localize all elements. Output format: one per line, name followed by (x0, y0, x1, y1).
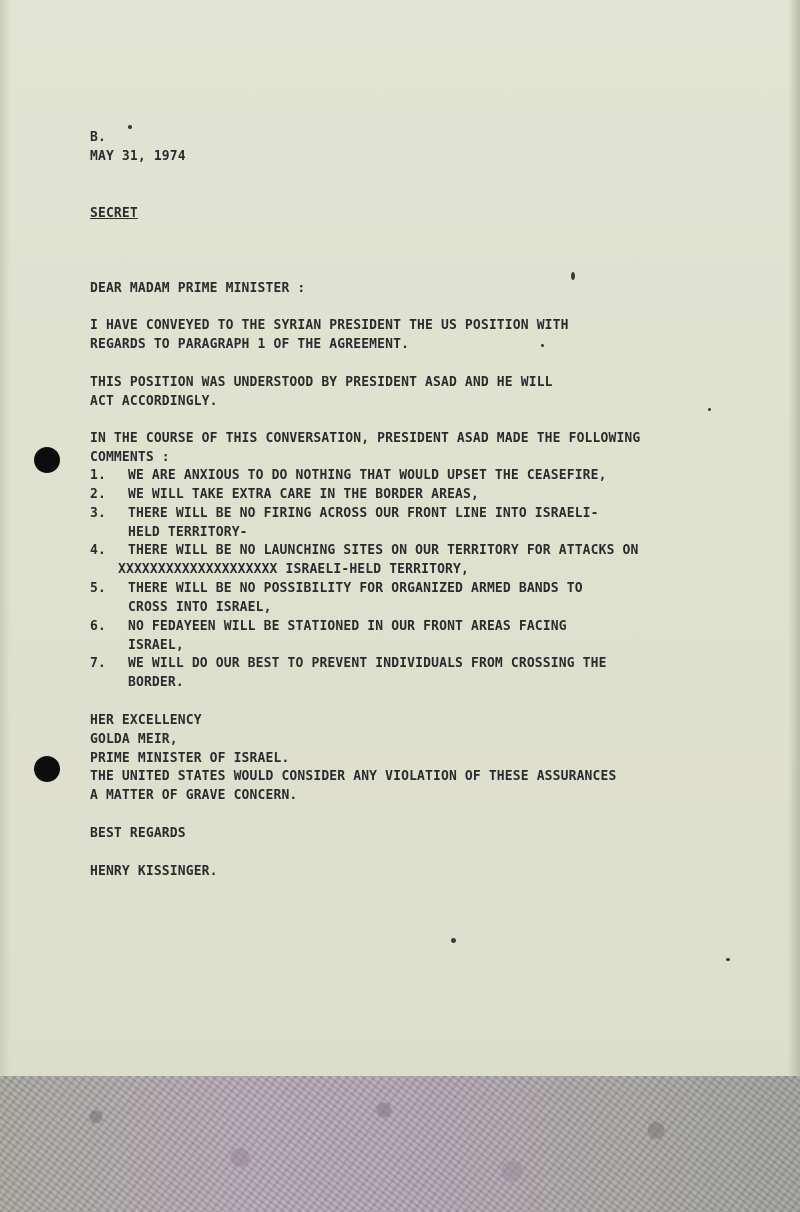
comment-number: 2. (90, 487, 106, 502)
comment-number: 5. (90, 581, 106, 596)
closing-paragraph-line-1: THE UNITED STATES WOULD CONSIDER ANY VIOLATION OF THESE ASSURANCES (90, 769, 617, 784)
punch-hole-bottom (34, 756, 60, 782)
paragraph-1-line-2: REGARDS TO PARAGRAPH 1 OF THE AGREEMENT. (90, 337, 410, 352)
paper-edge-left (0, 0, 10, 1212)
document-marker: B. (90, 130, 106, 145)
addressee-line-2: GOLDA MEIR, (90, 732, 178, 747)
comment-text: WE WILL TAKE EXTRA CARE IN THE BORDER AREAS, (128, 487, 479, 502)
addressee-line-1: HER EXCELLENCY (90, 713, 202, 728)
ink-speck (128, 125, 132, 129)
worn-paper-bottom (0, 1076, 800, 1212)
closing-paragraph-line-2: A MATTER OF GRAVE CONCERN. (90, 788, 298, 803)
comment-item-1 (90, 468, 607, 483)
paragraph-1-line-1: I HAVE CONVEYED TO THE SYRIAN PRESIDENT THE US POSITION WITH (90, 318, 569, 333)
comment-item-5 (90, 581, 583, 596)
paragraph-2-line-2: ACT ACCORDINGLY. (90, 394, 218, 409)
comment-text: NO FEDAYEEN WILL BE STATIONED IN OUR FRONT AREAS FACING (128, 619, 567, 634)
paragraph-3-line-2: COMMENTS : (90, 450, 170, 465)
classification-label: SECRET (90, 206, 138, 221)
ink-speck (571, 272, 575, 280)
comment-number: 7. (90, 656, 106, 671)
paragraph-2-line-1: THIS POSITION WAS UNDERSTOOD BY PRESIDENT ASAD AND HE WILL (90, 375, 553, 390)
comment-item-4 (90, 543, 639, 558)
salutation: DEAR MADAM PRIME MINISTER : (90, 281, 306, 296)
comment-text: WE WILL DO OUR BEST TO PREVENT INDIVIDUALS FROM CROSSING THE (128, 656, 607, 671)
addressee-line-3: PRIME MINISTER OF ISRAEL. (90, 751, 290, 766)
comment-text: THERE WILL BE NO POSSIBILITY FOR ORGANIZED ARMED BANDS TO (128, 581, 583, 596)
ink-speck (541, 344, 544, 347)
comment-text: WE ARE ANXIOUS TO DO NOTHING THAT WOULD UPSET THE CEASEFIRE, (128, 468, 607, 483)
ink-speck (726, 958, 730, 961)
comment-number: 4. (90, 543, 106, 558)
comment-item-3 (90, 506, 599, 521)
ink-speck (451, 938, 456, 943)
comment-item-3-continued: HELD TERRITORY- (128, 525, 248, 540)
comment-item-4-continued: XXXXXXXXXXXXXXXXXXXX ISRAELI-HELD TERRITORY, (118, 562, 469, 577)
ink-speck (708, 408, 711, 411)
comment-item-7-continued: BORDER. (128, 675, 184, 690)
sign-off: BEST REGARDS (90, 826, 186, 841)
comment-item-2 (90, 487, 479, 502)
comment-number: 1. (90, 468, 106, 483)
comment-number: 6. (90, 619, 106, 634)
comment-item-6-continued: ISRAEL, (128, 638, 184, 653)
paragraph-3-line-1: IN THE COURSE OF THIS CONVERSATION, PRESIDENT ASAD MADE THE FOLLOWING (90, 431, 641, 446)
comment-text: THERE WILL BE NO FIRING ACROSS OUR FRONT LINE INTO ISRAELI- (128, 506, 599, 521)
comment-number: 3. (90, 506, 106, 521)
punch-hole-top (34, 447, 60, 473)
signature: HENRY KISSINGER. (90, 864, 218, 879)
comment-item-6 (90, 619, 567, 634)
comment-text: THERE WILL BE NO LAUNCHING SITES ON OUR TERRITORY FOR ATTACKS ON (128, 543, 639, 558)
comment-item-5-continued: CROSS INTO ISRAEL, (128, 600, 272, 615)
document-date: MAY 31, 1974 (90, 149, 186, 164)
paper-edge-right (788, 0, 800, 1212)
comment-item-7 (90, 656, 607, 671)
